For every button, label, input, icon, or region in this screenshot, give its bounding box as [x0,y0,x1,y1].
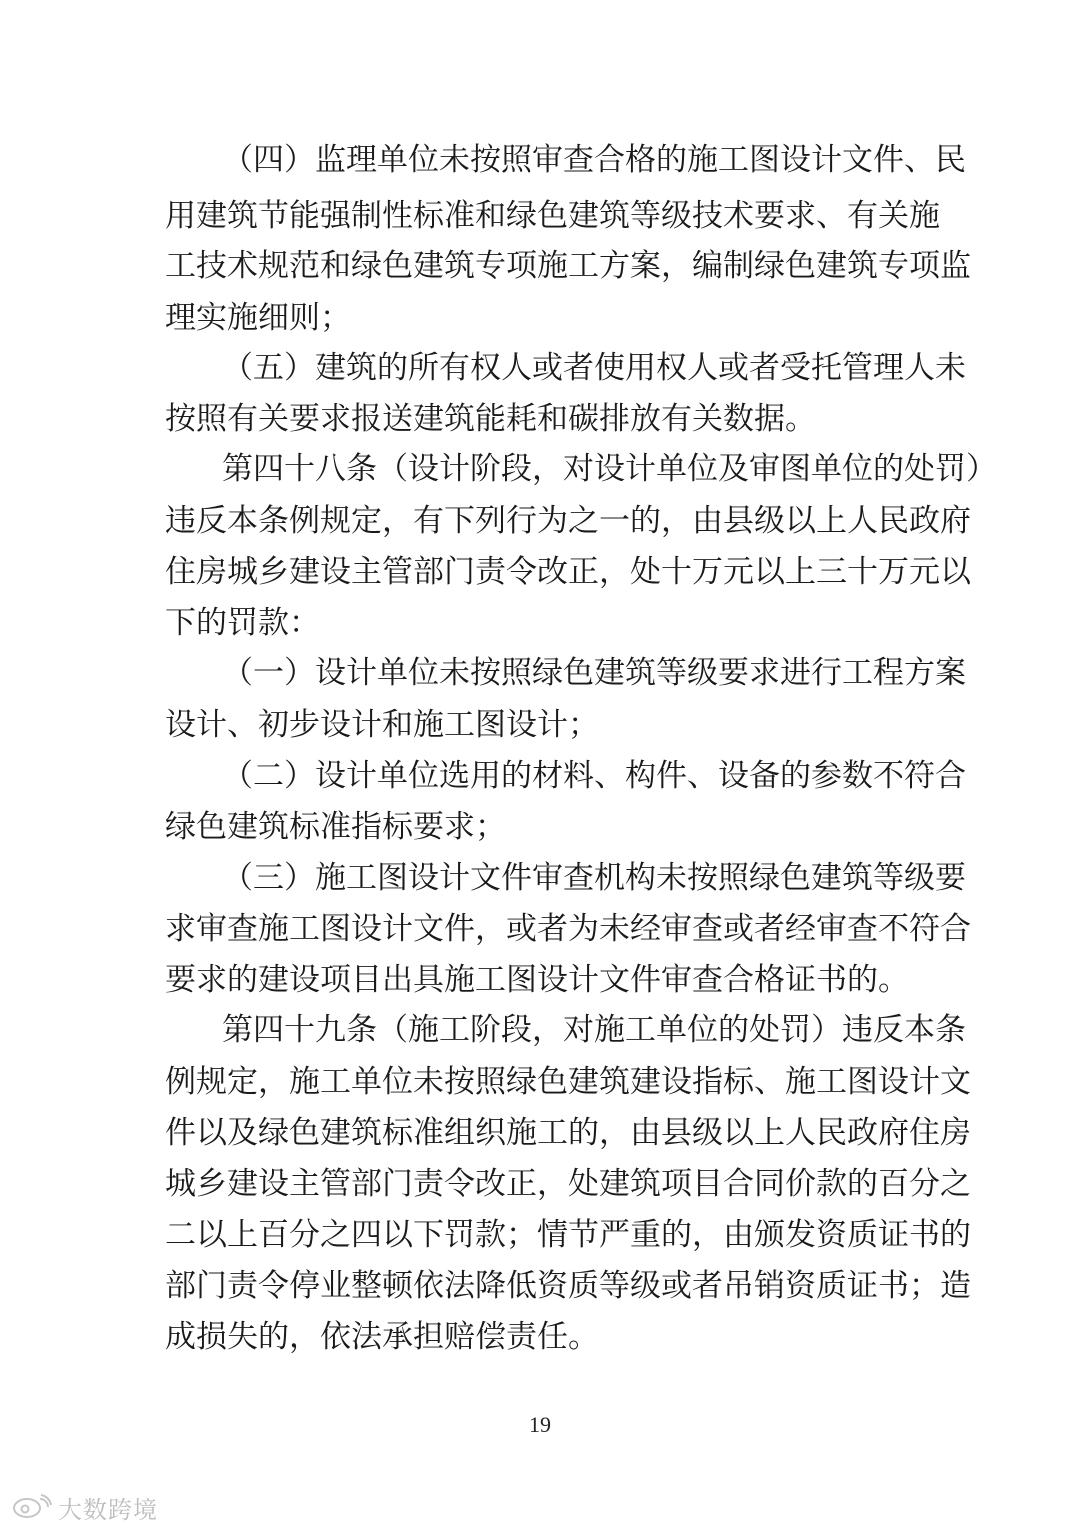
text-line: 理实施细则； [165,300,351,336]
article-heading-49: 第四十九条（施工阶段，对施工单位的处罚）违反本条 [222,1012,966,1048]
weibo-logo-icon [12,1493,52,1523]
text-line: （三）施工图设计文件审查机构未按照绿色建筑等级要 [222,860,966,896]
text-line: 工技术规范和绿色建筑专项施工方案，编制绿色建筑专项监 [165,248,971,284]
text-line: （一）设计单位未按照绿色建筑等级要求进行工程方案 [222,655,966,691]
text-line: 违反本条例规定，有下列行为之一的，由县级以上人民政府 [165,503,971,539]
text-line: （五）建筑的所有权人或者使用权人或者受托管理人未 [222,350,966,386]
text-line: 设计、初步设计和施工图设计； [165,707,599,743]
text-line: 成损失的，依法承担赔偿责任。 [165,1319,599,1355]
text-line: 住房城乡建设主管部门责令改正，处十万元以上三十万元以 [165,554,971,590]
text-line: 绿色建筑标准指标要求； [165,809,506,845]
text-line: 求审查施工图设计文件，或者为未经审查或者经审查不符合 [165,911,971,947]
text-line: 例规定，施工单位未按照绿色建筑建设指标、施工图设计文 [165,1064,971,1100]
text-line: 件以及绿色建筑标准组织施工的，由县级以上人民政府住房 [165,1115,971,1151]
text-line: 部门责令停业整顿依法降低资质等级或者吊销资质证书；造 [165,1268,971,1304]
text-line: （二）设计单位选用的材料、构件、设备的参数不符合 [222,758,966,794]
text-line: （四）监理单位未按照审查合格的施工图设计文件、民 [222,142,966,178]
text-line: 城乡建设主管部门责令改正，处建筑项目合同价款的百分之 [165,1166,971,1202]
text-line: 要求的建设项目出具施工图设计文件审查合格证书的。 [165,962,909,998]
text-line: 按照有关要求报送建筑能耗和碳排放有关数据。 [165,401,816,437]
text-line: 二以上百分之四以下罚款；情节严重的，由颁发资质证书的 [165,1217,971,1253]
article-heading-48: 第四十八条（设计阶段，对设计单位及审图单位的处罚） [222,451,997,487]
text-line: 下的罚款： [165,605,320,641]
page-number: 19 [529,1412,551,1437]
watermark-text: 大数跨境 [58,1496,158,1524]
watermark [12,1490,158,1525]
text-line: 用建筑节能强制性标准和绿色建筑等级技术要求、有关施 [165,198,940,234]
